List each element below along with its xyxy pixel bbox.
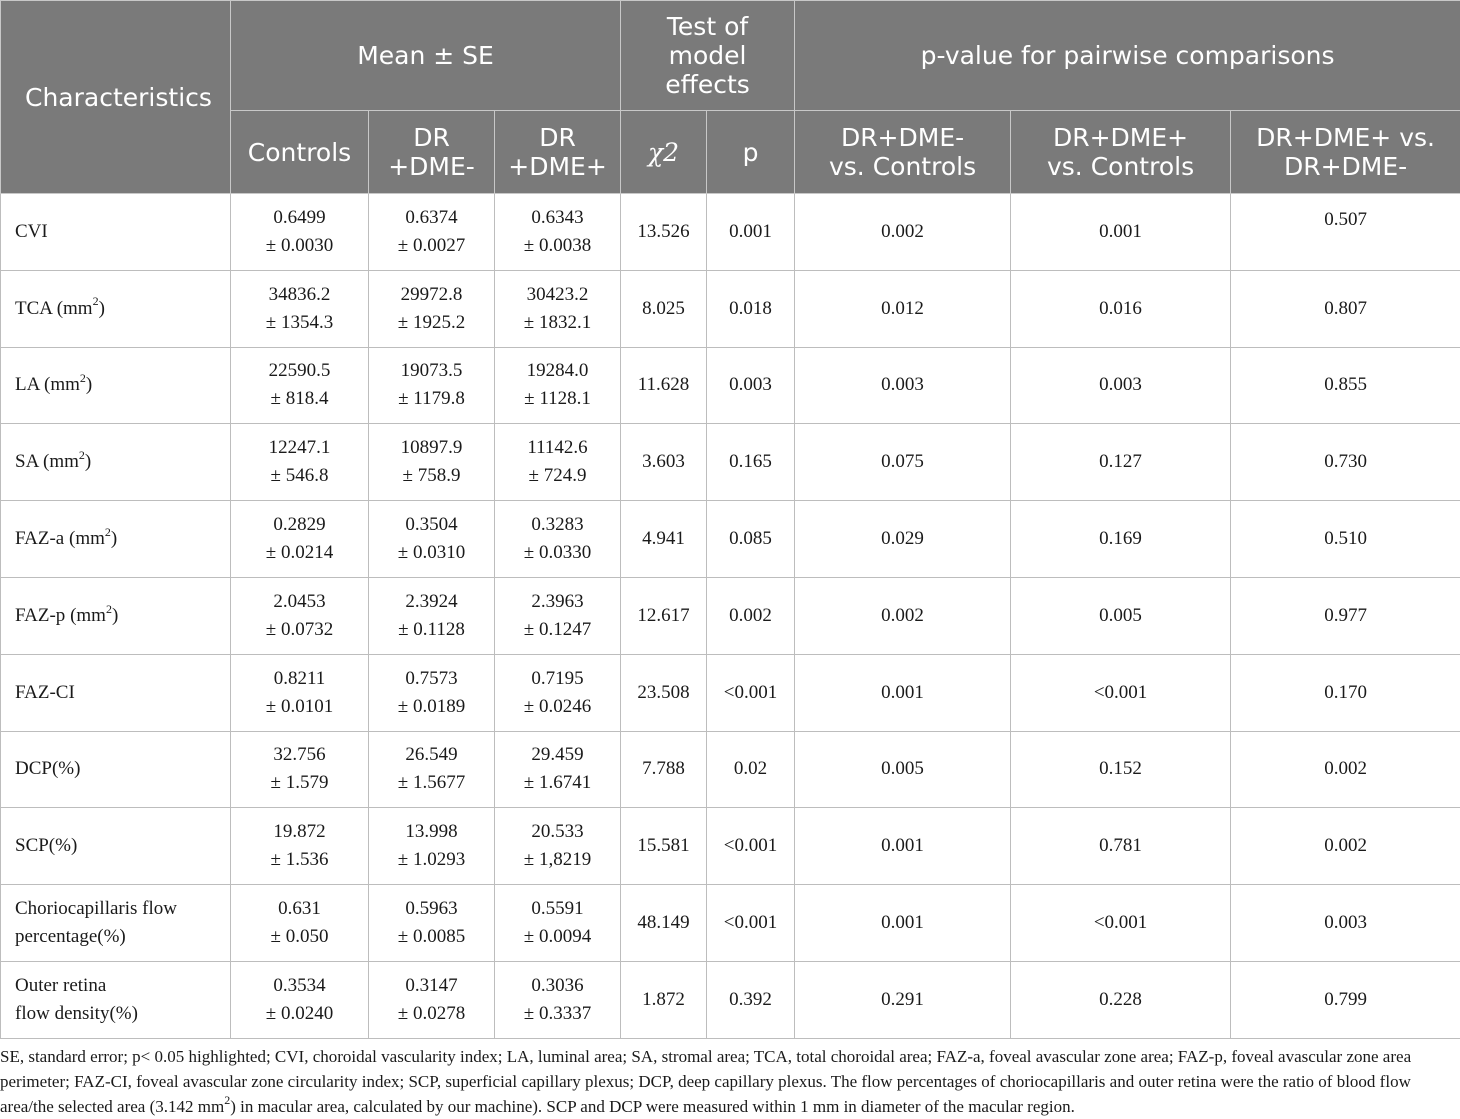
cell-pw2: <0.001 [1011,885,1231,962]
footnote: SE, standard error; p< 0.05 highlighted; CVI, choroidal vascularity index; LA, luminal area; SA, stromal area; TCA, total choroidal area; FAZ-a, foveal avascular zone area; FAZ-p, foveal avascular zone area perimeter; FAZ-CI, foveal avascular zone circularity index; SCP, superficial capillary plexus; DCP, deep capillary plexus. The flow percentages of choriocapillaris and outer retina were the ratio of blood flow area/the selected area (3.142 $mm^2$) in macular area, calculated by our machine). SCP and DCP were measured within 1 mm in diameter of the macular region. [0,1044,1460,1119]
cell-controls: 0.631 ± 0.050 [231,885,369,962]
cell-pw3: 0.807 [1231,270,1460,347]
cell-pw2: 0.781 [1011,808,1231,885]
cell-pw2: 0.005 [1011,577,1231,654]
table-row [1,885,1460,962]
cell-chi2: 11.628 [621,347,707,424]
row-label: FAZ-CI [1,654,231,731]
cell-dr-plus: 30423.2 ± 1832.1 [495,270,621,347]
table-row [1,501,1460,578]
cell-p: 0.165 [707,424,795,501]
cell-pw2: 0.001 [1011,194,1231,271]
header-characteristics: Characteristics [1,1,231,194]
cell-controls: 0.6499 ± 0.0030 [231,194,369,271]
cell-dr-plus: 0.5591 ± 0.0094 [495,885,621,962]
cell-controls: 19.872 ± 1.536 [231,808,369,885]
cell-dr-minus: 13.998 ± 1.0293 [369,808,495,885]
row-label: FAZ-p $(mm^2)$ [1,577,231,654]
cell-pw1: 0.012 [795,270,1011,347]
cell-pw1: 0.291 [795,961,1011,1038]
table-row [1,424,1460,501]
cell-dr-plus: 11142.6 ± 724.9 [495,424,621,501]
table-row [1,577,1460,654]
cell-pw3: 0.799 [1231,961,1460,1038]
header-chi2: χ2 [621,111,707,194]
cell-p: 0.001 [707,194,795,271]
cell-p: 0.392 [707,961,795,1038]
cell-pw3: 0.002 [1231,731,1460,808]
header-pw2: DR+DME+ vs. Controls [1011,111,1231,194]
cell-pw3: 0.730 [1231,424,1460,501]
table-row [1,731,1460,808]
table-row [1,961,1460,1038]
cell-controls: 22590.5 ± 818.4 [231,347,369,424]
cell-pw1: 0.002 [795,194,1011,271]
cell-pw3: 0.855 [1231,347,1460,424]
row-label: TCA $(mm^2)$ [1,270,231,347]
cell-dr-minus: 0.3504 ± 0.0310 [369,501,495,578]
cell-p: 0.003 [707,347,795,424]
cell-pw1: 0.001 [795,808,1011,885]
cell-chi2: 15.581 [621,808,707,885]
cell-pw2: 0.003 [1011,347,1231,424]
row-label: SA $(mm^2)$ [1,424,231,501]
cell-pw1: 0.029 [795,501,1011,578]
header-test-model-effects: Test of model effects [621,1,795,111]
cell-p: 0.002 [707,577,795,654]
cell-dr-minus: 0.7573 ± 0.0189 [369,654,495,731]
cell-pw2: 0.228 [1011,961,1231,1038]
header-pw3: DR+DME+ vs. DR+DME- [1231,111,1460,194]
cell-controls: 12247.1 ± 546.8 [231,424,369,501]
table-row [1,347,1460,424]
cell-dr-minus: 0.3147 ± 0.0278 [369,961,495,1038]
cell-dr-plus: 0.6343 ± 0.0038 [495,194,621,271]
cell-dr-plus: 0.7195 ± 0.0246 [495,654,621,731]
cell-p: 0.018 [707,270,795,347]
cell-controls: 0.2829 ± 0.0214 [231,501,369,578]
cell-pw2: <0.001 [1011,654,1231,731]
cell-pw2: 0.016 [1011,270,1231,347]
cell-chi2: 12.617 [621,577,707,654]
cell-dr-plus: 0.3283 ± 0.0330 [495,501,621,578]
cell-p: <0.001 [707,808,795,885]
cell-pw2: 0.127 [1011,424,1231,501]
cell-pw1: 0.001 [795,885,1011,962]
cell-chi2: 1.872 [621,961,707,1038]
cell-chi2: 4.941 [621,501,707,578]
cell-dr-minus: 10897.9 ± 758.9 [369,424,495,501]
cell-pw2: 0.169 [1011,501,1231,578]
cell-controls: 2.0453 ± 0.0732 [231,577,369,654]
cell-pw3: 0.977 [1231,577,1460,654]
header-dr-dme-minus: DR +DME- [369,111,495,194]
cell-chi2: 3.603 [621,424,707,501]
table-row [1,808,1460,885]
cell-controls: 0.8211 ± 0.0101 [231,654,369,731]
cell-chi2: 7.788 [621,731,707,808]
cell-pw3: 0.003 [1231,885,1460,962]
cell-pw1: 0.005 [795,731,1011,808]
cell-controls: 0.3534 ± 0.0240 [231,961,369,1038]
cell-pw1: 0.002 [795,577,1011,654]
cell-dr-plus: 19284.0 ± 1128.1 [495,347,621,424]
cell-p: 0.085 [707,501,795,578]
table-row [1,270,1460,347]
cell-pw1: 0.003 [795,347,1011,424]
cell-pw3: 0.002 [1231,808,1460,885]
cell-pw3: 0.510 [1231,501,1460,578]
cell-p: <0.001 [707,654,795,731]
header-mean-se: Mean ± SE [231,1,621,111]
cell-dr-plus: 20.533 ± 1,8219 [495,808,621,885]
cell-dr-minus: 0.6374 ± 0.0027 [369,194,495,271]
header-controls: Controls [231,111,369,194]
row-label: SCP(%) [1,808,231,885]
cell-controls: 34836.2 ± 1354.3 [231,270,369,347]
cell-dr-minus: 26.549 ± 1.5677 [369,731,495,808]
row-label: DCP(%) [1,731,231,808]
row-label: Choriocapillaris flow percentage(%) [1,885,231,962]
cell-chi2: 13.526 [621,194,707,271]
cell-chi2: 8.025 [621,270,707,347]
cell-p: <0.001 [707,885,795,962]
cell-pw1: 0.001 [795,654,1011,731]
cell-dr-minus: 2.3924 ± 0.1128 [369,577,495,654]
cell-dr-minus: 0.5963 ± 0.0085 [369,885,495,962]
cell-dr-plus: 0.3036 ± 0.3337 [495,961,621,1038]
cell-dr-minus: 29972.8 ± 1925.2 [369,270,495,347]
cell-dr-minus: 19073.5 ± 1179.8 [369,347,495,424]
cell-controls: 32.756 ± 1.579 [231,731,369,808]
row-label: CVI [1,194,231,271]
row-label: FAZ-a $(mm^2)$ [1,501,231,578]
cell-chi2: 48.149 [621,885,707,962]
header-dr-dme-plus: DR +DME+ [495,111,621,194]
row-label: LA $(mm^2)$ [1,347,231,424]
header-pw1: DR+DME- vs. Controls [795,111,1011,194]
header-pairwise: p-value for pairwise comparisons [795,1,1460,111]
cell-pw3: 0.507 [1231,194,1460,271]
table-row [1,194,1460,271]
cell-pw2: 0.152 [1011,731,1231,808]
cell-p: 0.02 [707,731,795,808]
row-label: Outer retina flow density(%) [1,961,231,1038]
cell-dr-plus: 2.3963 ± 0.1247 [495,577,621,654]
cell-chi2: 23.508 [621,654,707,731]
cell-pw1: 0.075 [795,424,1011,501]
cell-dr-plus: 29.459 ± 1.6741 [495,731,621,808]
header-p: p [707,111,795,194]
cell-pw3: 0.170 [1231,654,1460,731]
table-row [1,654,1460,731]
